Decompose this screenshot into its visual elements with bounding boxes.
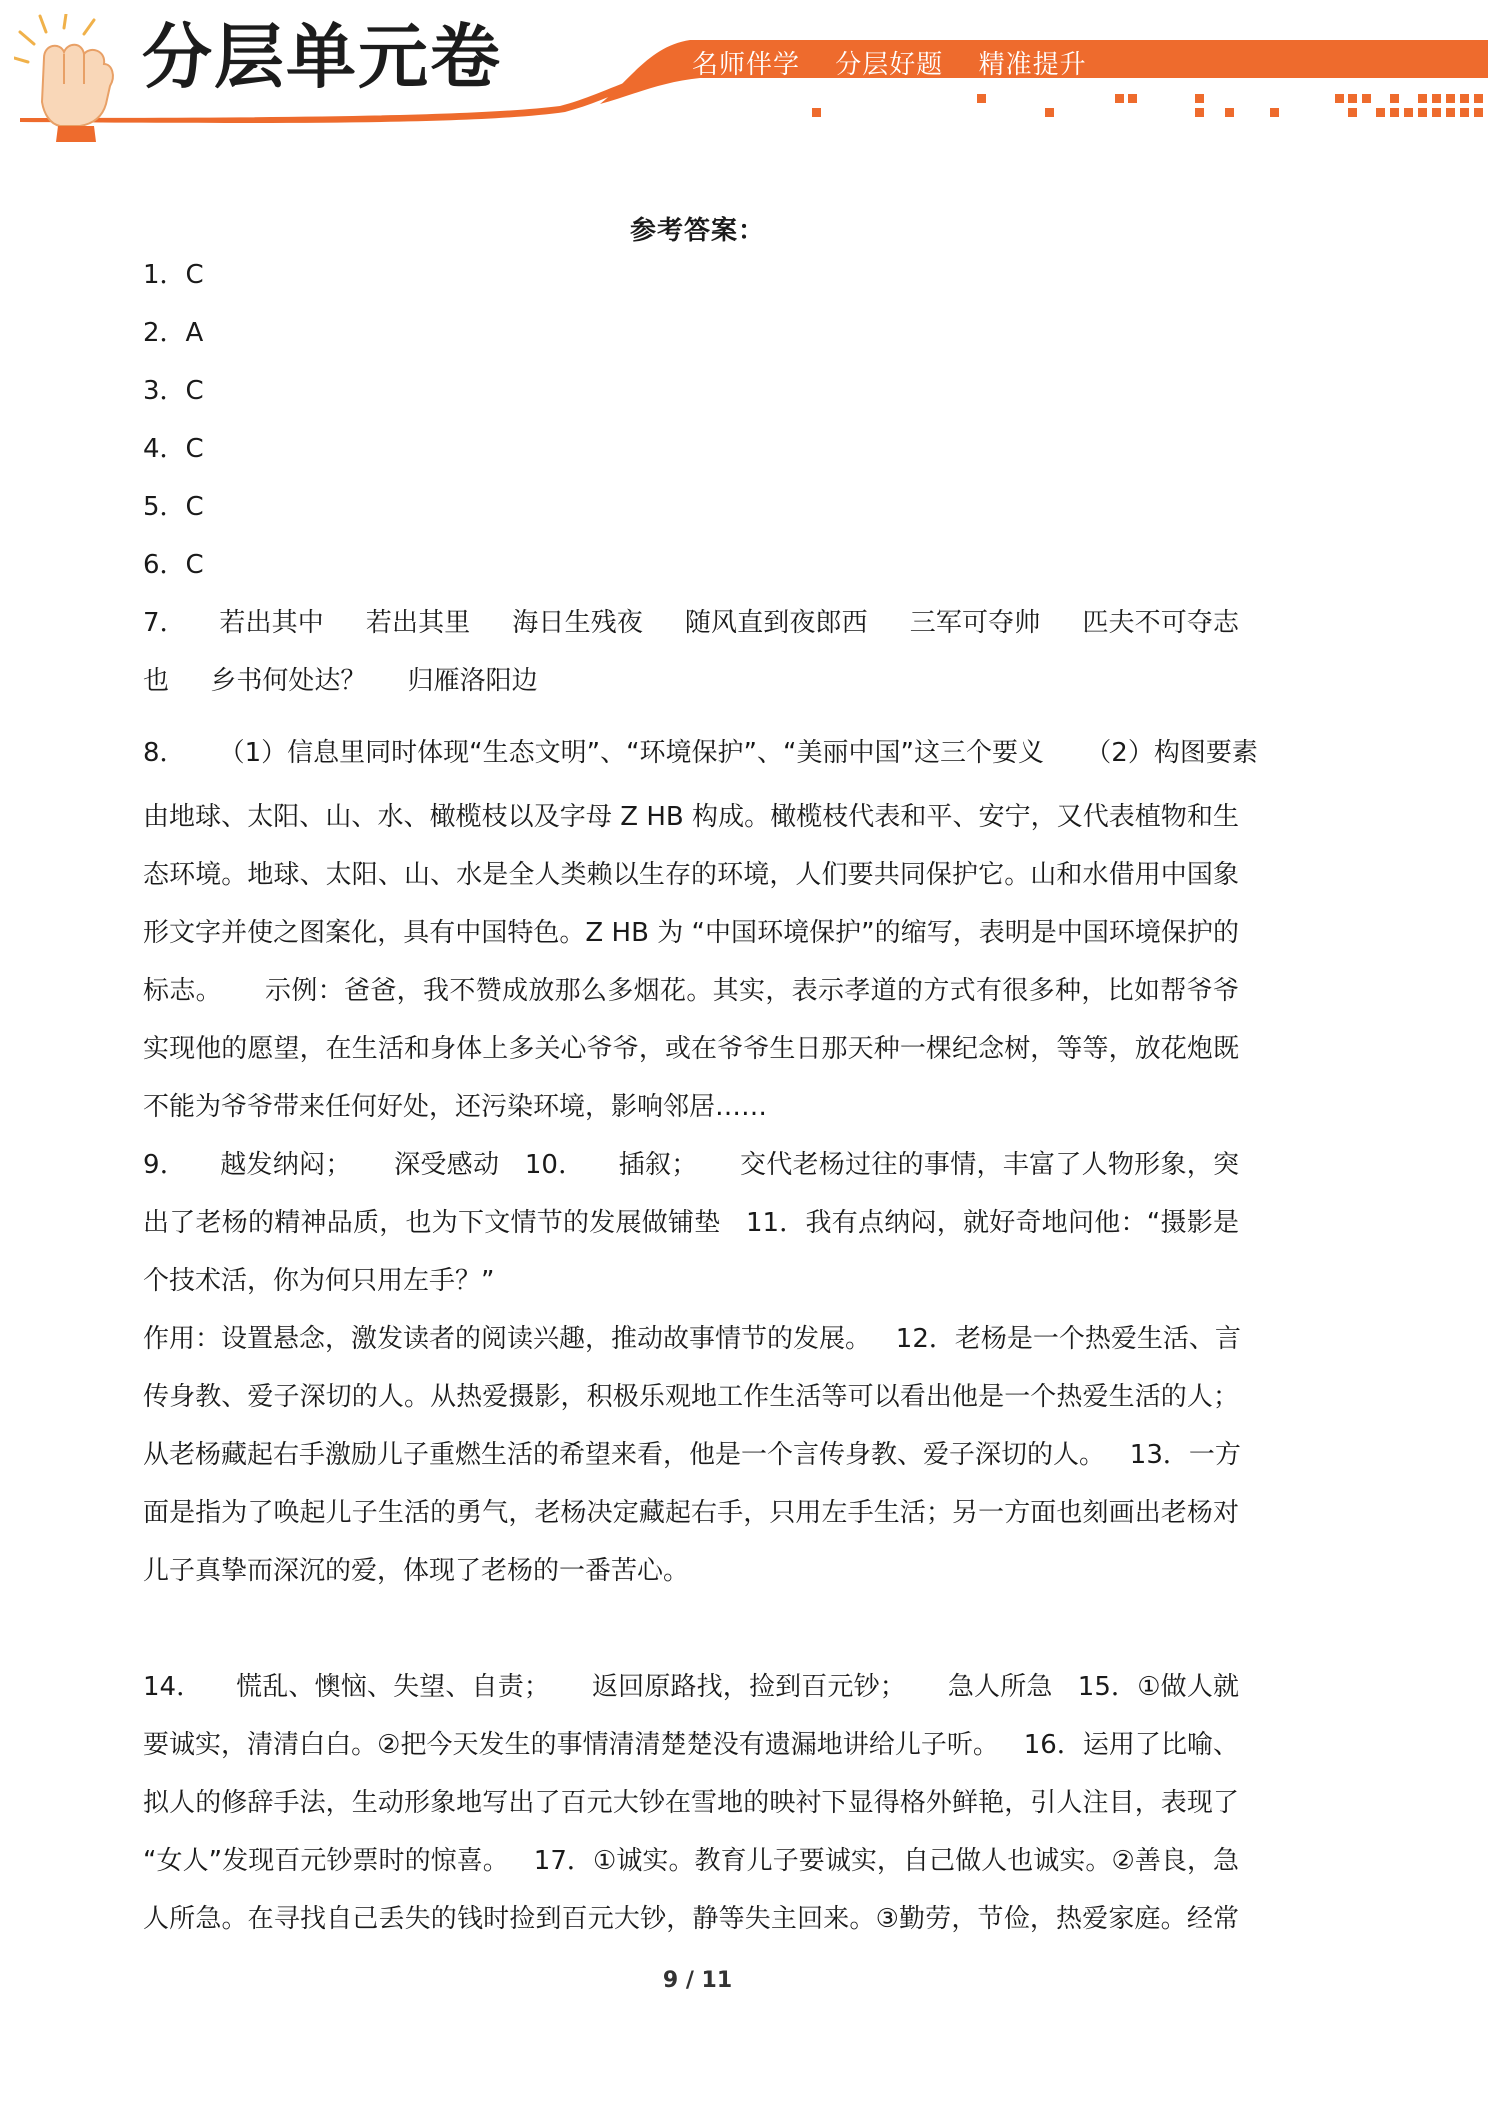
answer-line: 儿子真挚而深沉的爱，体现了老杨的一番苦心。 <box>143 1556 690 1586</box>
answer-line: 个技术活，你为何只用左手？” <box>143 1266 495 1296</box>
answer-line: 形文字并使之图案化，具有中国特色。Z HB 为 “中国环境保护”的缩写，表明是中国环境保护的 <box>143 918 1239 948</box>
answer-line: 面是指为了唤起儿子生活的勇气，老杨决定藏起右手，只用左手生活；另一方面也刻画出老杨对 <box>143 1498 1239 1528</box>
slogan-item: 名师伴学 <box>692 50 801 80</box>
answer-line: 8． （1）信息里同时体现“生态文明”、“环境保护”、“美丽中国”这三个要义 （2）构图要素 <box>143 738 1258 768</box>
answer-line: “女人”发现百元钞票时的惊喜。 17．①诚实。教育儿子要诚实，自己做人也诚实。②善良，急 <box>143 1846 1239 1876</box>
answer-line: 不能为爷爷带来任何好处，还污染环境，影响邻居…… <box>143 1092 768 1122</box>
brand-title: 分层单元卷 <box>142 16 502 98</box>
answer-line: 人所急。在寻找自己丢失的钱时捡到百元大钞，静等失主回来。③勤劳，节俭，热爱家庭。经常 <box>143 1904 1239 1934</box>
answer-line: 5．C <box>143 492 204 522</box>
answer-line: 从老杨藏起右手激励儿子重燃生活的希望来看，他是一个言传身教、爱子深切的人。 13．一方 <box>143 1440 1241 1470</box>
answer-line: 14． 慌乱、懊恼、失望、自责； 返回原路找，捡到百元钞； 急人所急 15．①做人就 <box>143 1672 1239 1702</box>
answer-line: 实现他的愿望，在生活和身体上多关心爷爷，或在爷爷生日那天种一棵纪念树，等等，放花炮既 <box>143 1034 1239 1064</box>
page-header <box>0 0 1488 140</box>
answer-line: 出了老杨的精神品质，也为下文情节的发展做铺垫 11．我有点纳闷，就好奇地问他：“摄影是 <box>143 1208 1239 1238</box>
answer-line: 9． 越发纳闷； 深受感动 10． 插叙； 交代老杨过往的事情，丰富了人物形象，突 <box>143 1150 1239 1180</box>
answer-line: 也 乡书何处达？ 归雁洛阳边 <box>143 666 538 696</box>
answer-key-title: 参考答案： <box>629 216 765 246</box>
slogan-item: 精准提升 <box>978 50 1087 80</box>
answer-line: 2．A <box>143 318 204 348</box>
answer-line: 6．C <box>143 550 204 580</box>
answer-line: 作用：设置悬念，激发读者的阅读兴趣，推动故事情节的发展。 12．老杨是一个热爱生活、言 <box>143 1324 1241 1354</box>
answer-line: 态环境。地球、太阳、山、水是全人类赖以生存的环境，人们要共同保护它。山和水借用中国象 <box>143 860 1239 890</box>
answer-line: 由地球、太阳、山、水、橄榄枝以及字母 Z HB 构成。橄榄枝代表和平、安宁，又代表植物和生 <box>143 802 1239 832</box>
answer-line: 7． 若出其中 若出其里 海日生残夜 随风直到夜郎西 三军可夺帅 匹夫不可夺志 <box>143 608 1239 638</box>
answer-line: 1．C <box>143 260 204 290</box>
answer-line: 4．C <box>143 434 204 464</box>
page-indicator: 9 / 11 <box>662 1968 733 1993</box>
answer-line: 3．C <box>143 376 204 406</box>
slogan-item: 分层好题 <box>835 50 944 80</box>
answer-line: 传身教、爱子深切的人。从热爱摄影，积极乐观地工作生活等可以看出他是一个热爱生活的人； <box>143 1382 1239 1412</box>
answer-line: 标志。 示例：爸爸，我不赞成放那么多烟花。其实，表示孝道的方式有很多种，比如帮爷爷 <box>143 976 1239 1006</box>
header-slogan <box>692 44 1113 81</box>
raised-fist-icon <box>14 14 134 142</box>
answer-line: 拟人的修辞手法，生动形象地写出了百元大钞在雪地的映衬下显得格外鲜艳，引人注目，表现了 <box>143 1788 1239 1818</box>
answer-line: 要诚实，清清白白。②把今天发生的事情清清楚楚没有遗漏地讲给儿子听。 16．运用了比喻、 <box>143 1730 1239 1760</box>
